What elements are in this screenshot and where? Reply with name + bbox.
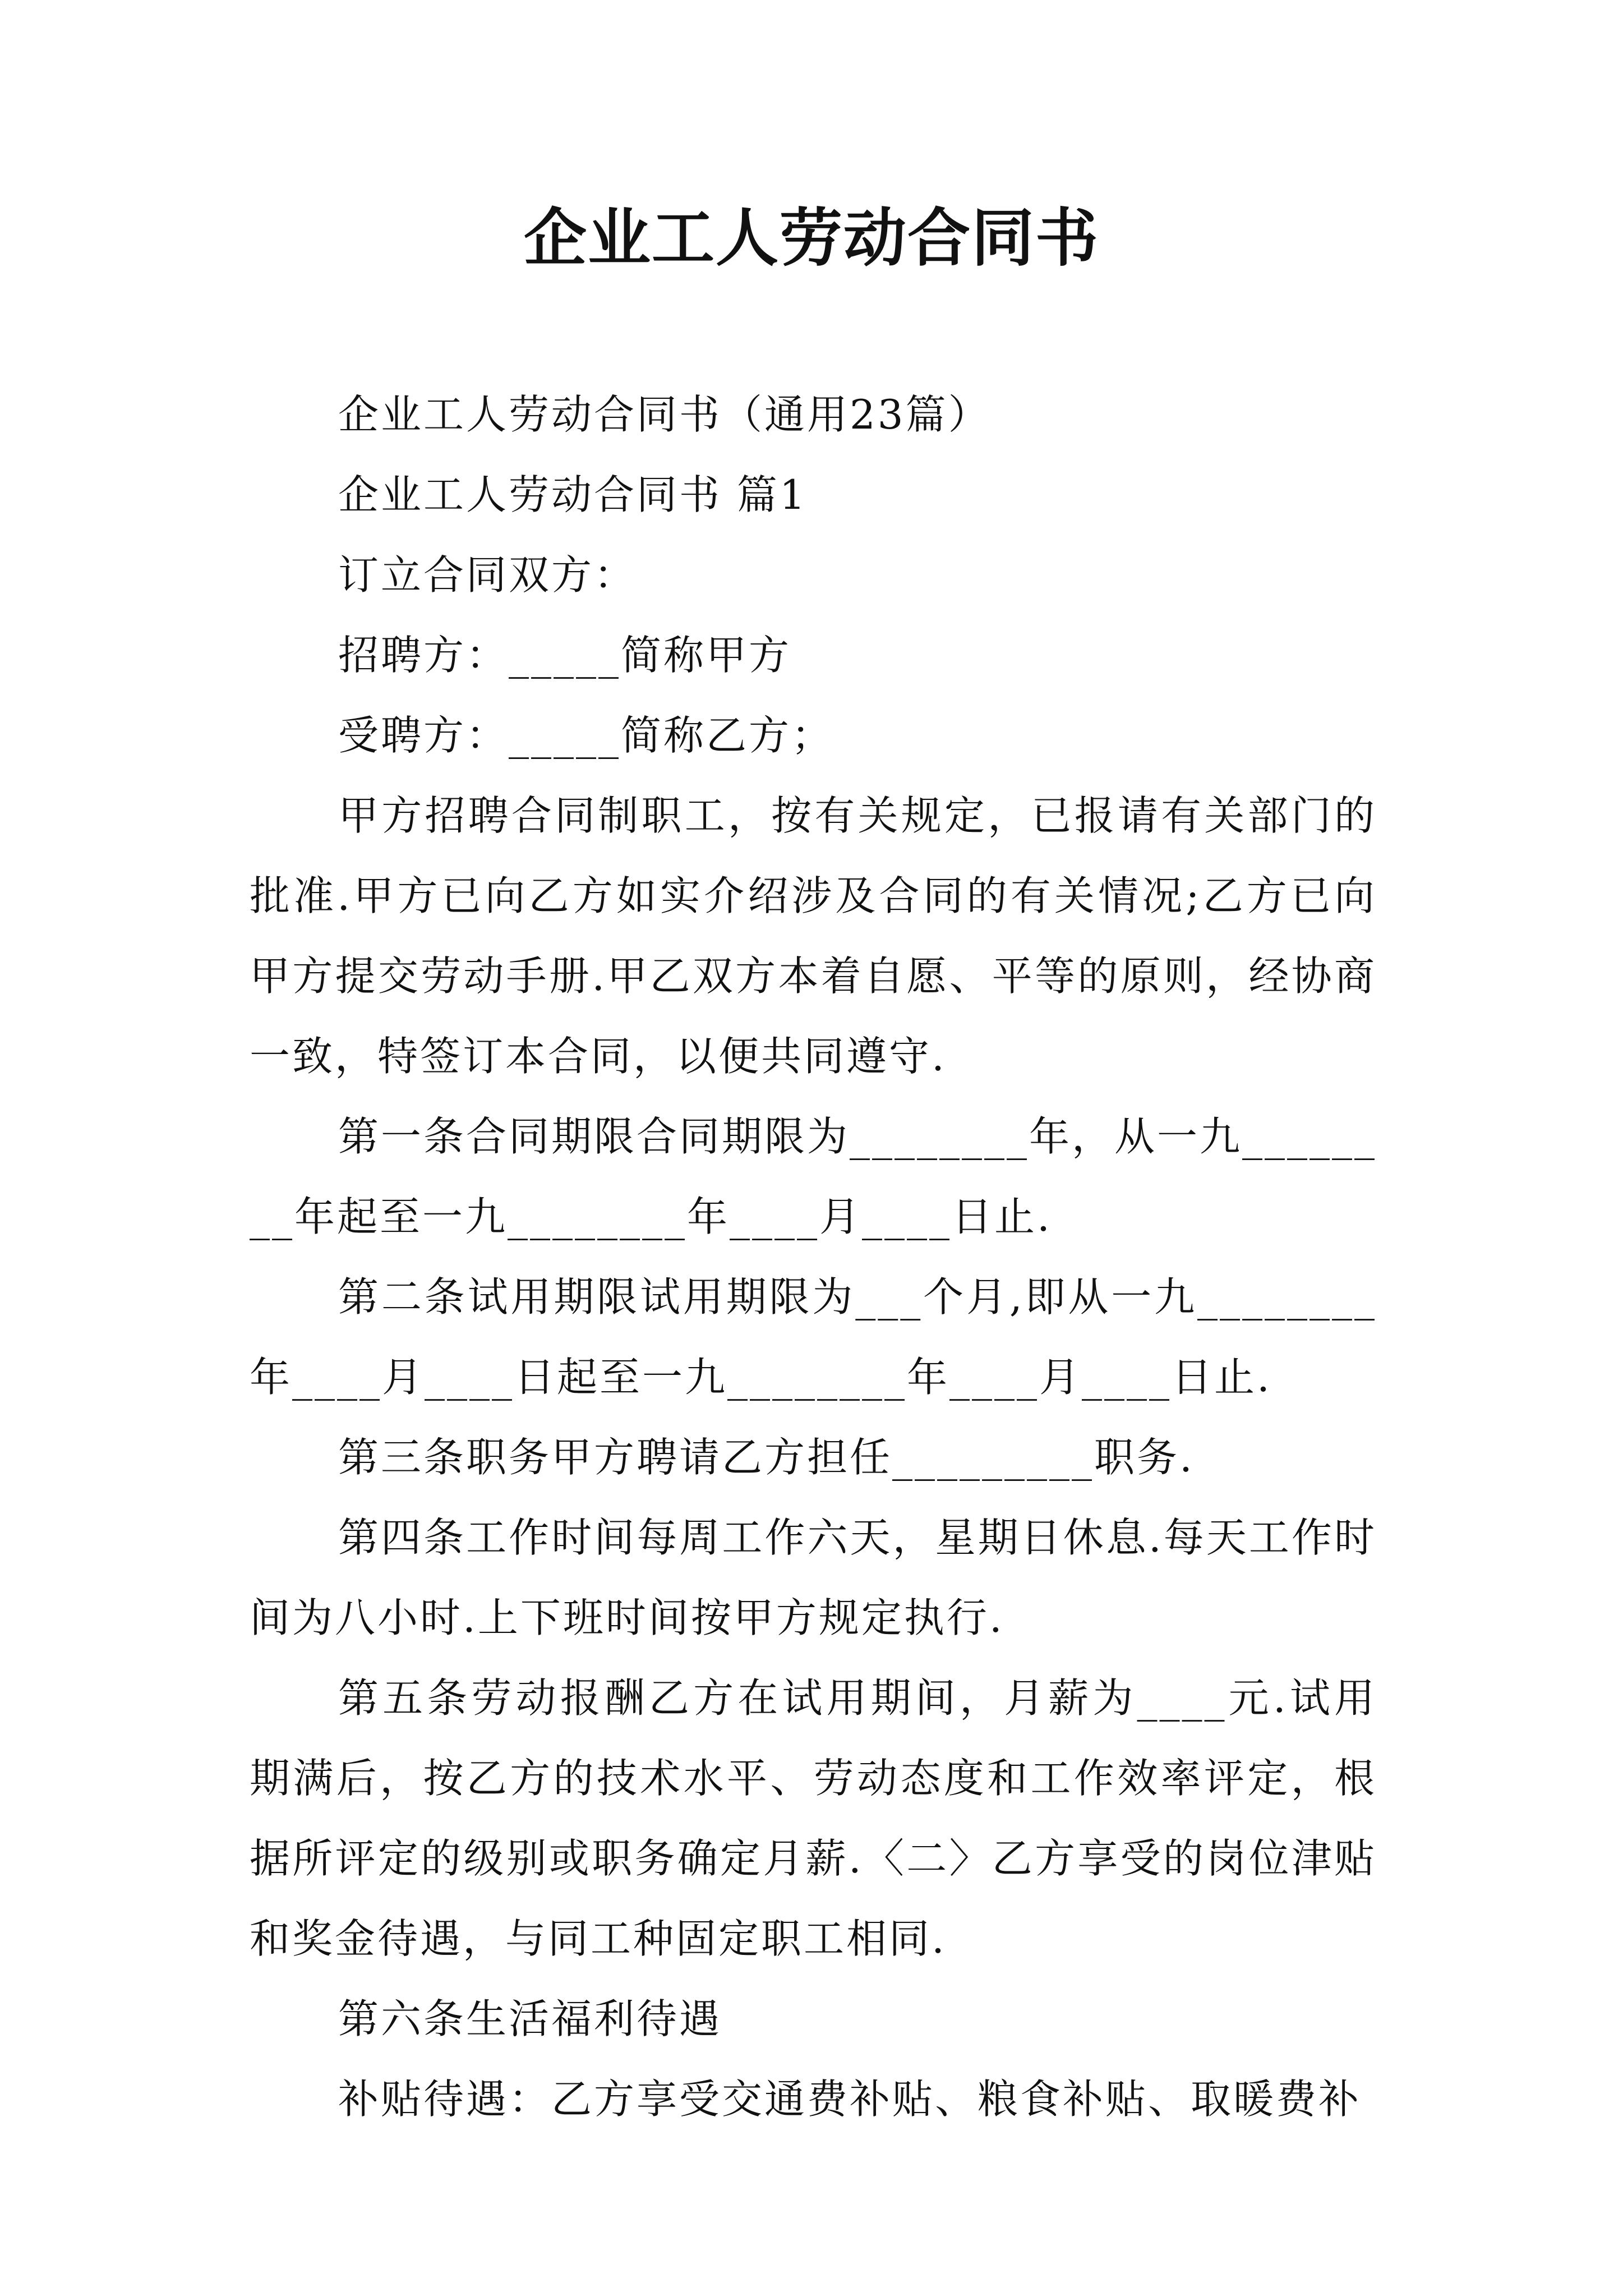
document-title: 企业工人劳动合同书 (524, 201, 1099, 275)
paragraph-article-5: 第五条劳动报酬乙方在试用期间，月薪为____元.试用期满后，按乙方的技术水平、劳动态度和工作效率评定，根据所评定的级别或职务确定月薪.〈二〉乙方享受的岗位津贴和奖金待遇，与同工种固定职工相同. (250, 1674, 1377, 1962)
paragraph-article-1: 第一条合同期限合同期限为________年，从一九________年起至一九________年____月____日止. (250, 1113, 1377, 1240)
paragraph-article-4: 第四条工作时间每周工作六天，星期日休息.每天工作时间为八小时.上下班时间按甲方规定执行. (250, 1514, 1377, 1641)
paragraph-parties-intro: 订立合同双方： (338, 551, 637, 599)
paragraph-article-2: 第二条试用期限试用期限为___个月,即从一九________年____月____日起至一九________年____月____日止. (250, 1273, 1377, 1401)
paragraph-employee: 受聘方：_____简称乙方； (338, 712, 834, 759)
paragraph-article-6: 第六条生活福利待遇 (338, 1995, 722, 2042)
paragraph-preamble: 甲方招聘合同制职工，按有关规定，已报请有关部门的批准.甲方已向乙方如实介绍涉及合同的有关情况;乙方已向甲方提交劳动手册.甲乙双方本着自愿、平等的原则，经协商一致，特签订本合同，以便共同遵守. (250, 792, 1377, 1080)
paragraph-section-heading: 企业工人劳动合同书 篇1 (338, 471, 808, 518)
paragraph-article-3: 第三条职务甲方聘请乙方担任_________职务. (338, 1434, 1195, 1481)
paragraph-subsidy: 补贴待遇：乙方享受交通费补贴、粮食补贴、取暖费补 (338, 2076, 1362, 2123)
paragraph-subtitle: 企业工人劳动合同书（通用23篇） (338, 391, 991, 438)
paragraph-employer: 招聘方：_____简称甲方 (338, 632, 792, 679)
document-body (250, 375, 1377, 2139)
